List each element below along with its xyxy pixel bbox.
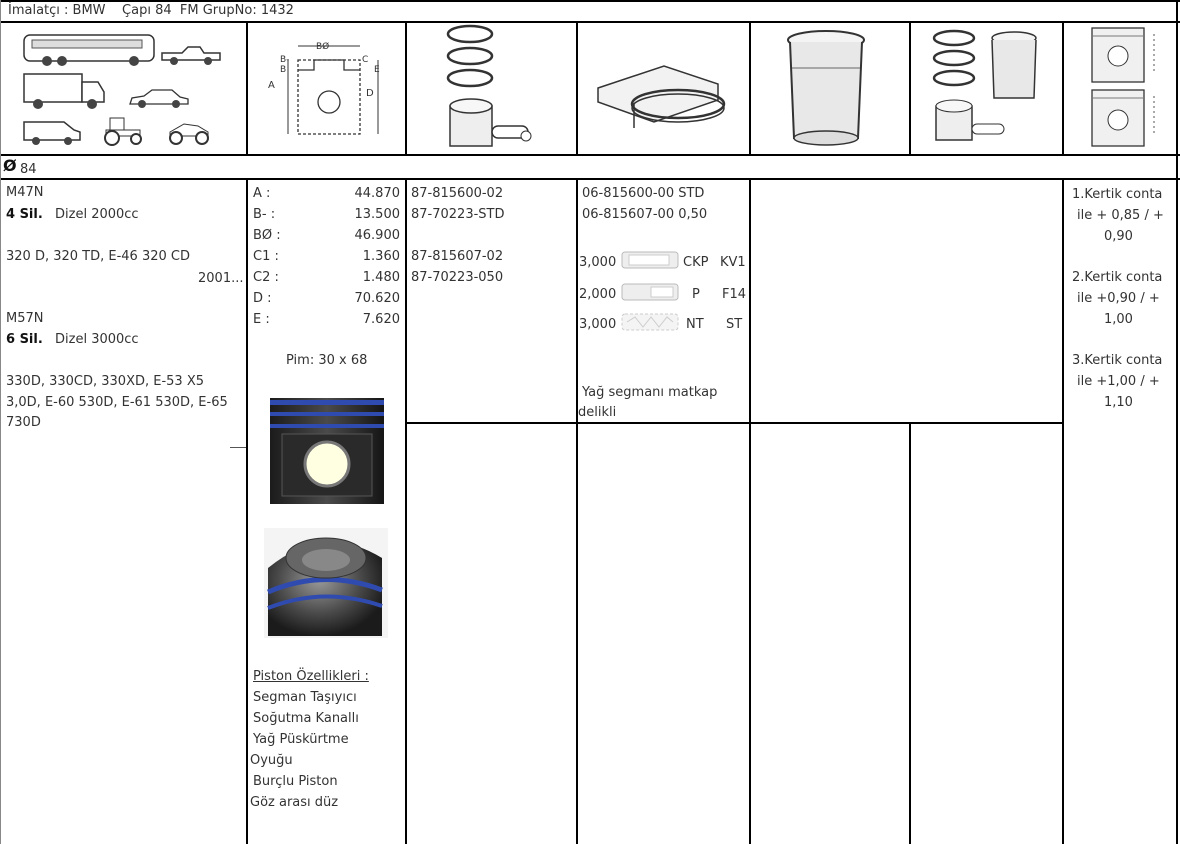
svg-text:BØ: BØ <box>316 42 330 52</box>
gasket-note: 1,10 <box>1104 395 1133 410</box>
cylinder-count: 4 Sil. <box>6 207 43 222</box>
dim-value: 44.870 <box>354 186 400 201</box>
model-list: 320 D, 320 TD, E-46 320 CD <box>6 249 190 264</box>
piston-feature: Burçlu Piston <box>253 774 338 789</box>
dim-label: C2 : <box>253 270 279 285</box>
ring-size: 3,000 <box>579 255 617 270</box>
model-year: 2001... <box>198 271 244 286</box>
dim-label: E : <box>253 312 270 327</box>
svg-text:D: D <box>366 88 374 99</box>
ring-type: CKP <box>683 255 709 270</box>
full-kit-illustration <box>926 26 1046 148</box>
engine-desc: Dizel 3000cc <box>55 332 139 347</box>
ring-profile-icon <box>621 282 679 302</box>
piston-part-number: 87-815607-02 <box>411 249 504 264</box>
model-list: 730D <box>6 415 41 430</box>
piston-part-number: 87-815600-02 <box>411 186 504 201</box>
ring-note: delikli <box>578 405 617 420</box>
van-icon <box>22 118 82 146</box>
piston-feature: Oyuğu <box>250 753 293 768</box>
dim-label: A : <box>253 186 271 201</box>
bus-icon <box>22 32 158 68</box>
engine-code-m47n: M47N <box>6 185 44 200</box>
dim-value: 46.900 <box>354 228 400 243</box>
ring-profile-icon <box>621 250 679 270</box>
diameter-symbol: Ø <box>3 156 17 175</box>
piston-feature: Göz arası düz <box>250 795 339 810</box>
cylinder-count: 6 Sil. <box>6 332 43 347</box>
piston-photo-top <box>264 528 388 638</box>
ring-part-number: 06-815600-00 STD <box>582 186 705 201</box>
ring-box-illustration <box>594 58 734 138</box>
piston-rings-pin-illustration <box>440 24 550 152</box>
ring-size: 3,000 <box>579 317 617 332</box>
ring-type: P <box>692 287 700 302</box>
gasket-note: ile +1,00 / + <box>1077 374 1160 389</box>
piston-pair-illustration <box>1082 24 1166 152</box>
gasket-note: 1,00 <box>1104 312 1133 327</box>
gasket-note: 0,90 <box>1104 229 1133 244</box>
car-icon <box>128 88 190 110</box>
pin-size: Pim: 30 x 68 <box>286 353 368 368</box>
dim-label: D : <box>253 291 272 306</box>
dim-value: 1.360 <box>362 249 400 264</box>
gasket-note: 3.Kertik conta <box>1072 353 1163 368</box>
ring-profile-icon <box>621 312 679 332</box>
ring-note: Yağ segmanı matkap <box>582 385 718 400</box>
manufacturer-header: İmalatçı : BMW Çapı 84 FM GrupNo: 1432 <box>8 3 294 18</box>
svg-text:C: C <box>362 55 369 65</box>
ring-code: ST <box>726 317 743 332</box>
model-list: 330D, 330CD, 330XD, E-53 X5 <box>6 374 205 389</box>
ring-part-number: 06-815607-00 0,50 <box>582 207 708 222</box>
dim-label: C1 : <box>253 249 279 264</box>
gasket-note: ile +0,90 / + <box>1077 291 1160 306</box>
engine-desc: Dizel 2000cc <box>55 207 139 222</box>
diameter-value: 84 <box>20 162 37 177</box>
svg-text:E: E <box>374 65 380 75</box>
dim-value: 13.500 <box>354 207 400 222</box>
ring-type: NT <box>686 317 704 332</box>
dim-label: BØ : <box>253 228 281 243</box>
piston-part-number: 87-70223-050 <box>411 270 504 285</box>
dim-value: 70.620 <box>354 291 400 306</box>
gasket-note: 2.Kertik conta <box>1072 270 1163 285</box>
dim-value: 1.480 <box>362 270 400 285</box>
engine-code-m57n: M57N <box>6 311 44 326</box>
pickup-icon <box>160 44 222 68</box>
tractor-icon <box>100 114 148 146</box>
piston-feature: Yağ Püskürtme <box>253 732 349 747</box>
piston-feature: Soğutma Kanallı <box>253 711 359 726</box>
gasket-note: ile + 0,85 / + <box>1077 208 1164 223</box>
ring-code: F14 <box>722 287 747 302</box>
piston-photo-side <box>268 396 386 506</box>
piston-feature: Segman Taşıyıcı <box>253 690 357 705</box>
svg-text:B-: B- <box>280 55 290 65</box>
atv-icon <box>164 118 214 146</box>
svg-text:B: B <box>280 65 287 75</box>
piston-dimension-diagram <box>262 40 392 150</box>
model-list: 3,0D, E-60 530D, E-61 530D, E-65 <box>6 395 228 410</box>
cylinder-liner-illustration <box>782 28 872 150</box>
piston-features-title: Piston Özellikleri : <box>253 669 369 684</box>
gasket-note: 1.Kertik conta <box>1072 187 1163 202</box>
ring-code: KV1 <box>720 255 746 270</box>
ring-size: 2,000 <box>579 287 617 302</box>
svg-text:A: A <box>268 80 275 91</box>
dim-value: 7.620 <box>362 312 400 327</box>
dim-label: B- : <box>253 207 276 222</box>
truck-icon <box>22 72 108 112</box>
piston-part-number: 87-70223-STD <box>411 207 505 222</box>
